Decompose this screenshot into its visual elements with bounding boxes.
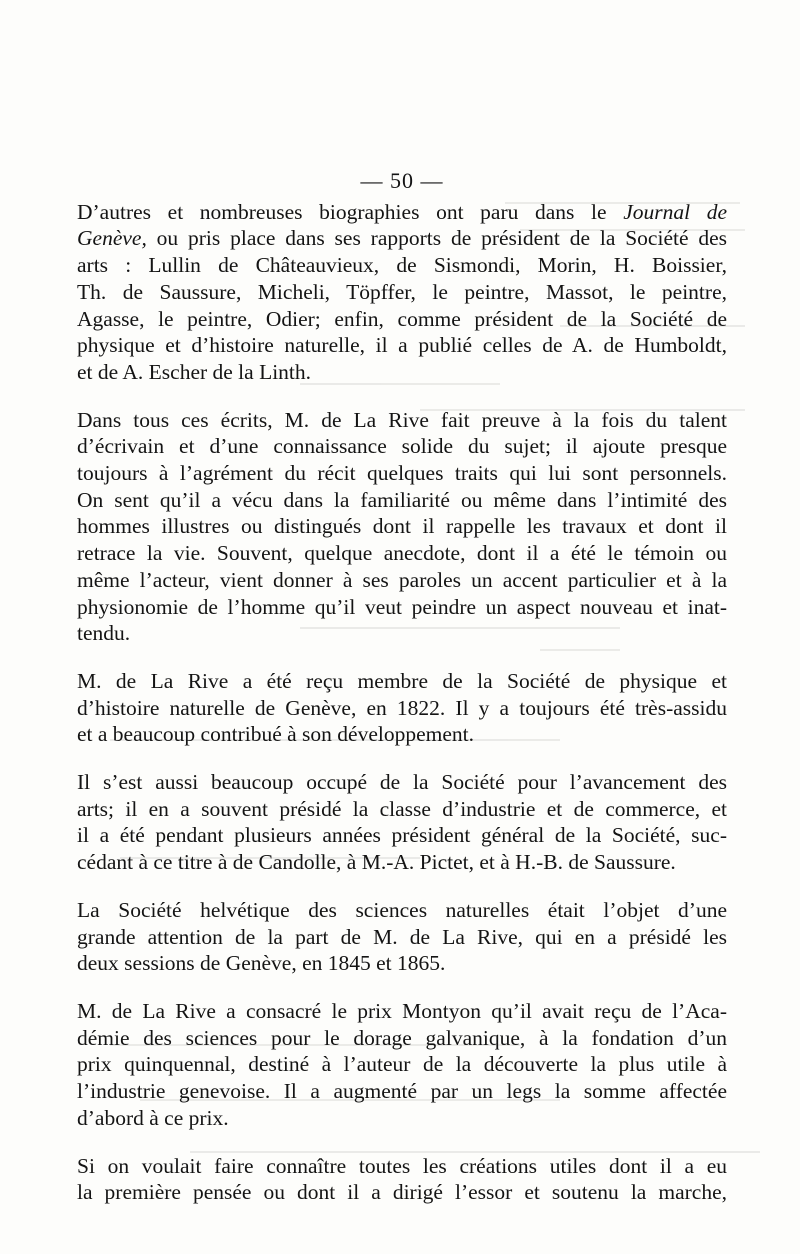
text-segment: arts : Lullin de Châteauvieux, de Sismondi, Morin, H. Boissier, [77,253,727,278]
text-line [77,1179,727,1206]
text-line [77,668,727,695]
paragraph [77,897,727,977]
text-line [77,1078,727,1105]
italic-text: Journal de [623,199,727,224]
text-segment: toujours à l’agrément du récit quelques traits qui lui sont personnels. [77,461,727,486]
text-line [77,332,727,359]
text-segment: retrace la vie. Souvent, quelque anecdote, dont il a été le témoin ou [77,541,727,566]
text-line [77,897,727,924]
text-segment: M. de La Rive a été reçu membre de la Société de physique et [77,668,727,693]
text-line [77,199,727,226]
text-segment: Si on voulait faire connaître toutes les créations utiles dont il a eu [77,1153,727,1178]
text-segment: On sent qu’il a vécu dans la familiarité ou même dans l’intimité des [77,487,727,512]
text-segment: arts; il en a souvent présidé la classe d’industrie et de commerce, et [77,796,727,821]
paragraph [77,407,727,647]
text-line [77,849,727,876]
text-segment: Il s’est aussi beaucoup occupé de la Société pour l’avancement des [77,770,727,795]
text-line [77,998,727,1025]
text-segment: grande attention de la part de M. de La Rive, qui en a présidé les [77,924,727,949]
text-segment: cédant à ce titre à de Candolle, à M.-A. Pictet, et à H.-B. de Saussure. [77,850,676,875]
paragraphs [77,199,727,1206]
text-segment: hommes illustres ou distingués dont il rappelle les travaux et dont il [77,514,727,539]
paragraph [77,769,727,876]
text-line [77,460,727,487]
page-number: — 50 — [360,168,444,193]
text-line [77,721,727,748]
text-segment: physionomie de l’homme qu’il veut peindre un aspect nouveau et inat- [77,594,727,619]
text-segment: ou pris place dans ses rapports de président de la Société des [146,226,727,251]
text-segment: tendu. [77,621,131,646]
text-segment: il a été pendant plusieurs années président général de la Société, suc- [77,823,727,848]
text-line [77,567,727,594]
text-segment: l’industrie genevoise. Il a augmenté par un legs la somme affectée [77,1079,727,1104]
text-segment: M. de La Rive a consacré le prix Montyon qu’il avait reçu de l’Aca- [77,998,727,1023]
text-segment: et a beaucoup contribué à son développement. [77,722,475,747]
text-line [77,695,727,722]
italic-text: Genève, [77,226,147,251]
paragraph [77,199,727,386]
text-segment: Dans tous ces écrits, M. de La Rive fait preuve à la fois du talent [77,407,727,432]
text-line [77,225,727,252]
paragraph [77,998,727,1132]
text-line [77,1025,727,1052]
text-line [77,407,727,434]
text-line [77,1051,727,1078]
text-line [77,822,727,849]
text-line [77,487,727,514]
text-segment: La Société helvétique des sciences naturelles était l’objet d’une [77,897,727,922]
text-line [77,769,727,796]
paragraph [77,668,727,748]
text-segment: d’histoire naturelle de Genève, en 1822. Il y a toujours été très-assidu [77,695,727,720]
text-segment: d’écrivain et d’une connaissance solide du sujet; il ajoute presque [77,434,727,459]
text-line [77,513,727,540]
text-line [77,252,727,279]
text-line [77,620,727,647]
text-segment: prix quinquennal, destiné à l’auteur de la découverte la plus utile à [77,1052,727,1077]
text-line [77,594,727,621]
page-text [77,168,727,1227]
text-line [77,433,727,460]
text-line [77,950,727,977]
text-line [77,306,727,333]
text-segment: démie des sciences pour le dorage galvanique, à la fondation d’un [77,1025,727,1050]
text-line [77,1153,727,1180]
text-segment: d’abord à ce prix. [77,1105,229,1130]
text-segment: même l’acteur, vient donner à ses paroles un accent particulier et à la [77,567,727,592]
text-segment: deux sessions de Genève, en 1845 et 1865. [77,951,446,976]
text-segment: la première pensée ou dont il a dirigé l’essor et soutenu la marche, [77,1180,727,1205]
text-segment: Agasse, le peintre, Odier; enfin, comme président de la Société de [77,306,727,331]
text-line [77,796,727,823]
text-segment: physique et d’histoire naturelle, il a publié celles de A. de Humboldt, [77,333,727,358]
text-line [77,1105,727,1132]
text-segment: Th. de Saussure, Micheli, Töpffer, le peintre, Massot, le peintre, [77,279,727,304]
paragraph [77,1153,727,1206]
text-segment: et de A. Escher de la Linth. [77,359,312,384]
text-line [77,279,727,306]
text-line [77,924,727,951]
text-line [77,359,727,386]
text-segment: D’autres et nombreuses biographies ont paru dans le [77,199,624,224]
text-line [77,540,727,567]
